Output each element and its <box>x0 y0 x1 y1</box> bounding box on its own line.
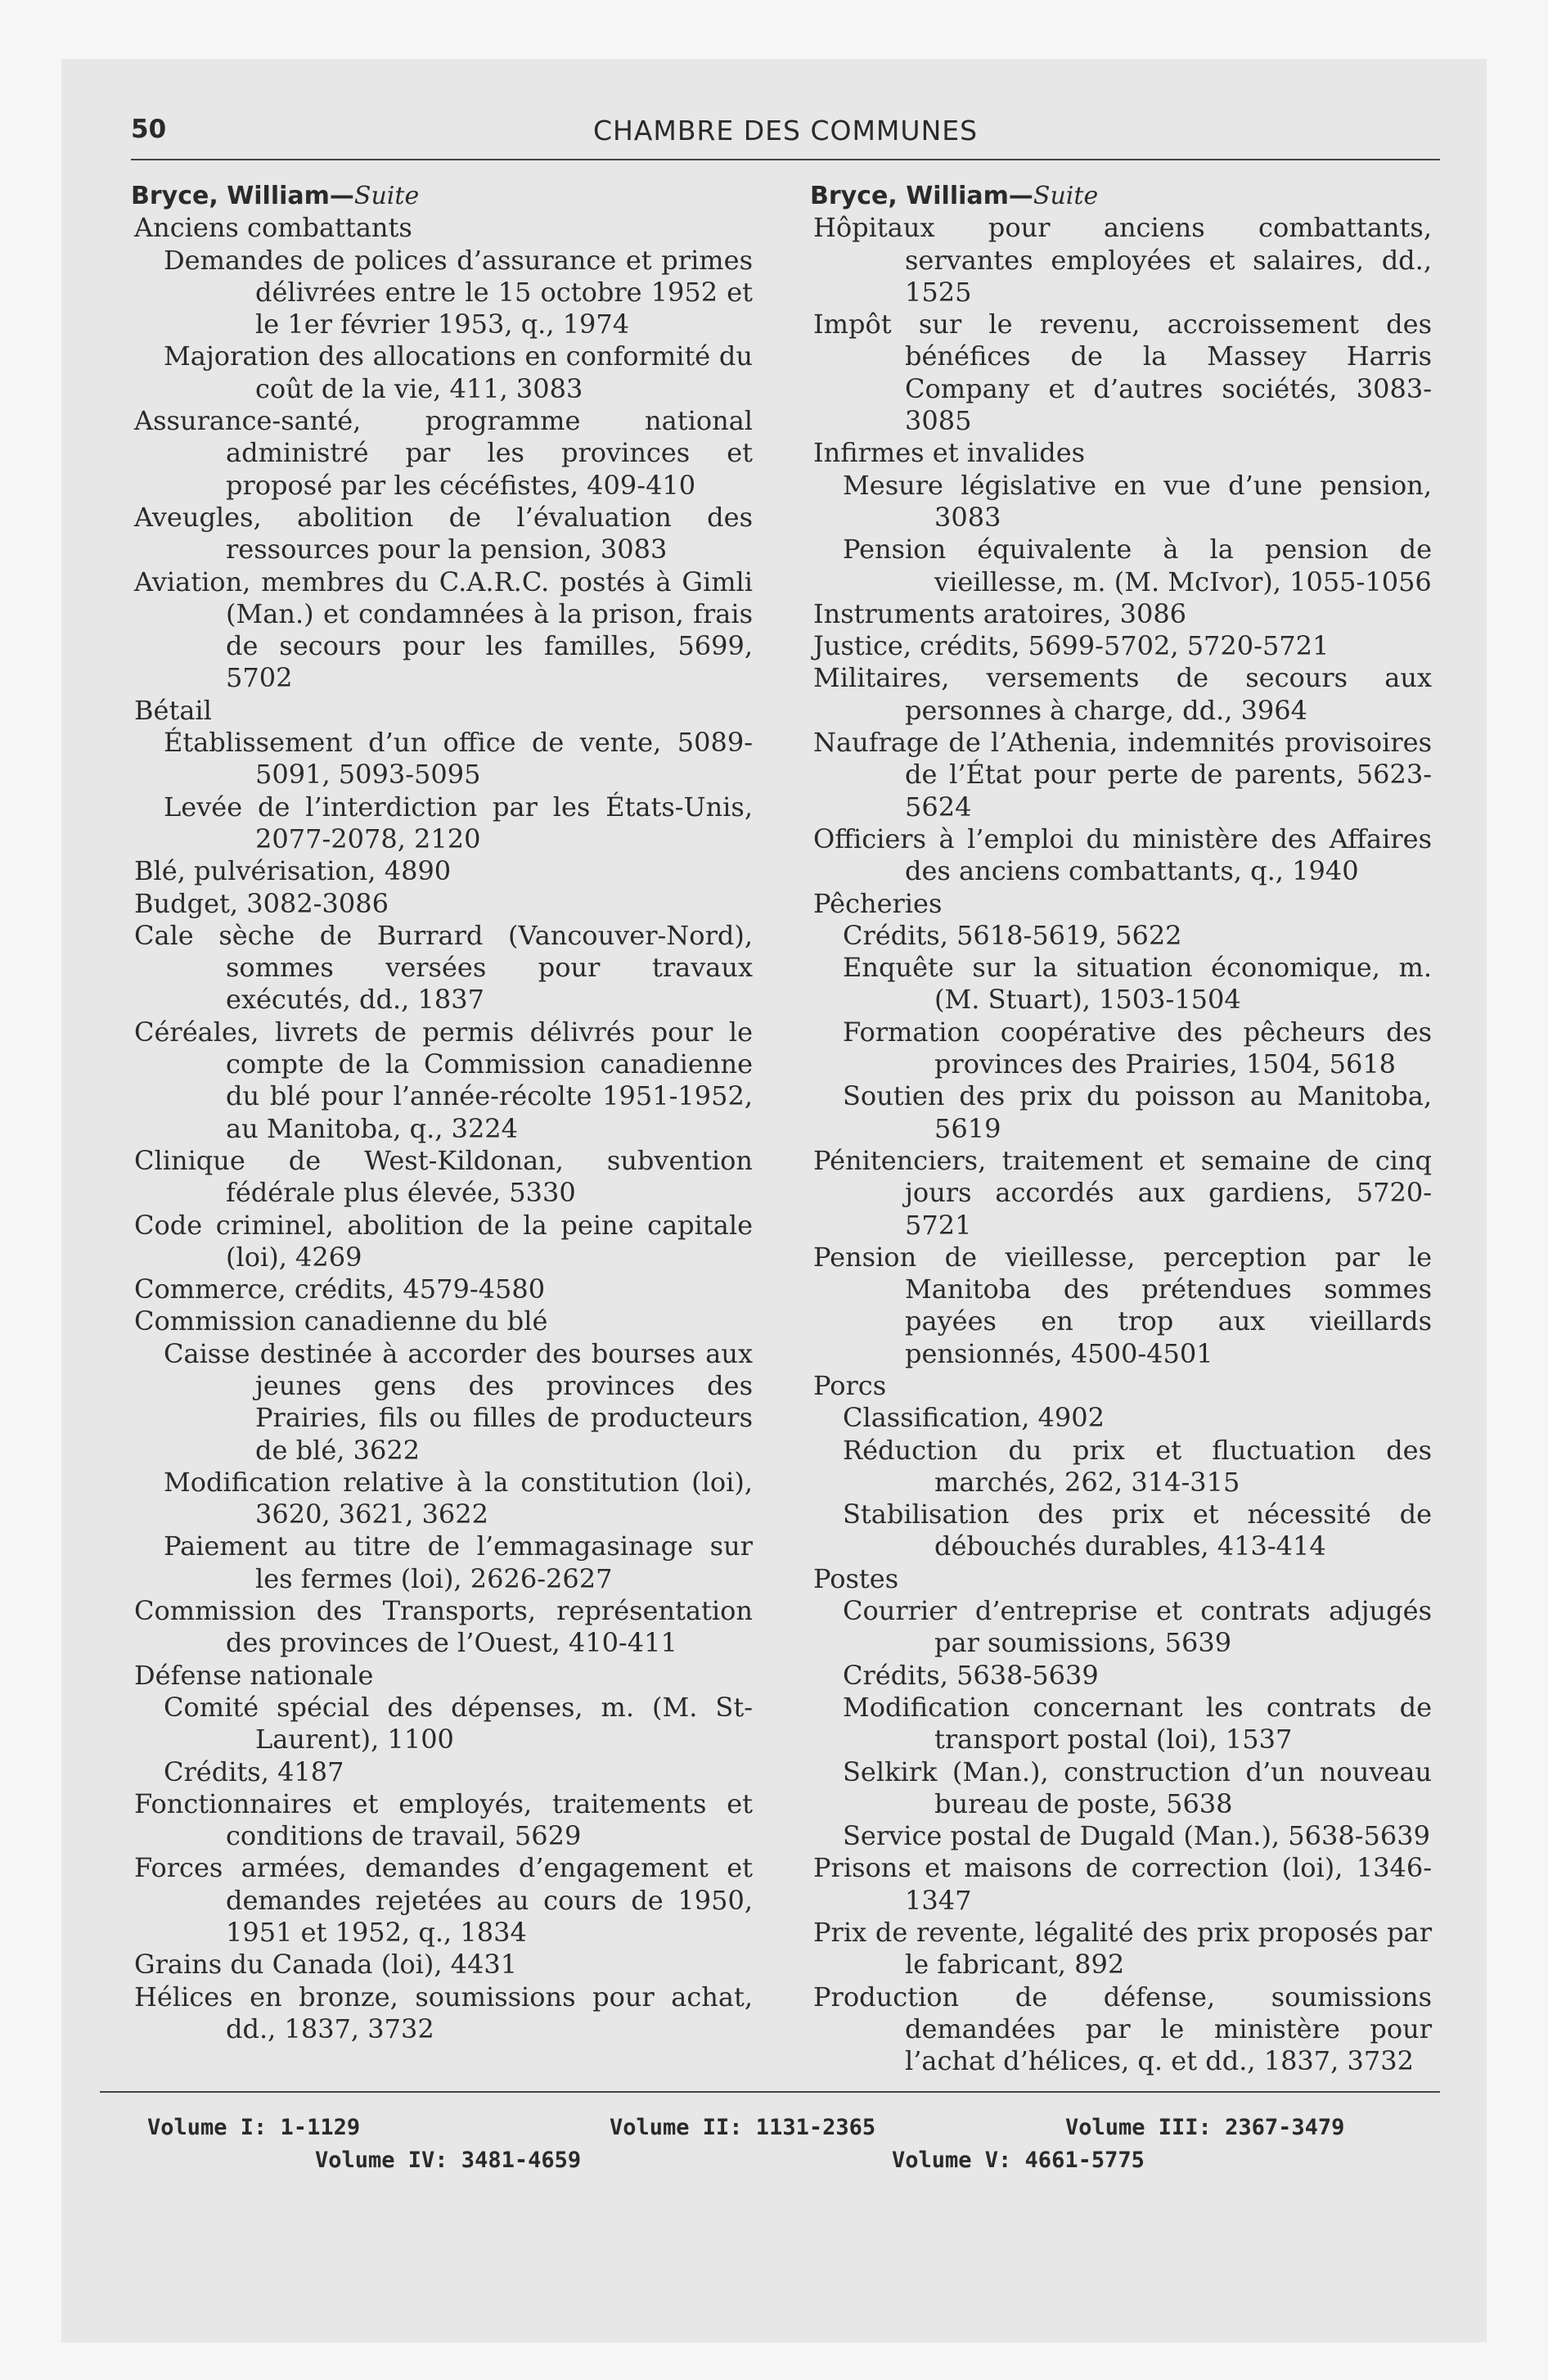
index-entry: Modification concernant les contrats de transport postal (loi), 1537 <box>843 1691 1432 1756</box>
index-entry: Commission canadienne du blé <box>134 1305 548 1337</box>
index-entry: Code criminel, abolition de la peine capitale (loi), 4269 <box>134 1209 753 1273</box>
index-entry: Pension de vieillesse, perception par le Manitoba des prétendues sommes payées en trop aux vieillards pensionnés, 4500-4501 <box>813 1241 1432 1369</box>
left-entry-list <box>131 212 753 2045</box>
index-entry: Infirmes et invalides <box>813 437 1086 469</box>
index-entry: Anciens combattants <box>134 212 412 244</box>
index-entry: Céréales, livrets de permis délivrés pour le compte de la Commission canadienne du blé pour l’année-récolte 1951-1952, au Manitoba, q., 3224 <box>134 1016 753 1144</box>
index-entry: Aviation, membres du C.A.R.C. postés à Gimli (Man.) et condamnées à la prison, frais de secours pour les familles, 5699, 5702 <box>134 566 753 694</box>
index-entry: Demandes de polices d’assurance et primes délivrées entre le 15 octobre 1952 et le 1er février 1953, q., 1974 <box>164 244 753 340</box>
index-entry: Levée de l’interdiction par les États-Unis, 2077-2078, 2120 <box>164 791 753 854</box>
index-entry: Clinique de West-Kildonan, subvention fédérale plus élevée, 5330 <box>134 1144 753 1209</box>
index-entry: Paiement au titre de l’emmagasinage sur les fermes (loi), 2626-2627 <box>164 1530 753 1594</box>
index-entry: Modification relative à la constitution (loi), 3620, 3621, 3622 <box>164 1466 753 1530</box>
index-entry: Naufrage de l’Athenia, indemnités provisoires de l’État pour perte de parents, 5623-5624 <box>813 727 1432 823</box>
index-entry: Budget, 3082-3086 <box>134 887 389 919</box>
index-entry: Assurance-santé, programme national administré par les provinces et proposé par les cécéfistes, 409-410 <box>134 405 753 501</box>
index-entry: Service postal de Dugald (Man.), 5638-5639 <box>843 1820 1430 1852</box>
index-entry: Hélices en bronze, soumissions pour achat, dd., 1837, 3732 <box>134 1981 753 2044</box>
index-entry: Cale sèche de Burrard (Vancouver-Nord), sommes versées pour travaux exécutés, dd., 1837 <box>134 919 753 1016</box>
index-entry: Production de défense, soumissions demandées par le ministère pour l’achat d’hélices, q. et dd., 1837, 3732 <box>813 1981 1432 2077</box>
index-entry: Officiers à l’emploi du ministère des Affaires des anciens combattants, q., 1940 <box>813 823 1432 887</box>
footer-rule <box>100 2091 1440 2093</box>
index-entry: Crédits, 5638-5639 <box>843 1659 1099 1691</box>
index-entry: Fonctionnaires et employés, traitements et conditions de travail, 5629 <box>134 1787 753 1852</box>
heading-suite: Suite <box>1033 182 1099 210</box>
index-entry: Établissement d’un office de vente, 5089-5091, 5093-5095 <box>164 727 753 791</box>
index-entry: Caisse destinée à accorder des bourses aux jeunes gens des provinces des Prairies, fils ou filles de producteurs de blé, 3622 <box>164 1337 753 1466</box>
running-title: CHAMBRE DES COMMUNES <box>592 115 979 146</box>
index-entry: Selkirk (Man.), construction d’un nouveau bureau de poste, 5638 <box>843 1756 1432 1819</box>
index-entry: Blé, pulvérisation, 4890 <box>134 855 452 887</box>
index-entry: Postes <box>813 1562 899 1594</box>
index-entry: Grains du Canada (loi), 4431 <box>134 1949 518 1981</box>
index-entry: Réduction du prix et fluctuation des marchés, 262, 314-315 <box>843 1434 1432 1498</box>
index-entry: Forces armées, demandes d’engagement et demandes rejetées au cours de 1950, 1951 et 1952, q., 1834 <box>134 1852 753 1949</box>
index-entry: Commission des Transports, représentation des provinces de l’Ouest, 410-411 <box>134 1595 753 1659</box>
index-entry: Classification, 4902 <box>843 1402 1105 1434</box>
index-entry: Aveugles, abolition de l’évaluation des ressources pour la pension, 3083 <box>134 501 753 566</box>
right-entry-list <box>810 212 1432 2077</box>
index-entry: Pêcheries <box>813 887 943 919</box>
index-entry: Crédits, 4187 <box>164 1756 344 1787</box>
index-entry: Impôt sur le revenu, accroissement des bénéfices de la Massey Harris Company et d’autres sociétés, 3083-3085 <box>813 309 1432 437</box>
volume-3-label: Volume III: 2367-3479 <box>1065 2115 1345 2140</box>
page-header <box>131 115 1440 156</box>
index-entry: Enquête sur la situation économique, m. (M. Stuart), 1503-1504 <box>843 952 1432 1016</box>
volume-index <box>131 2112 1440 2177</box>
index-entry: Instruments aratoires, 3086 <box>813 597 1187 629</box>
index-entry: Militaires, versements de secours aux personnes à charge, dd., 3964 <box>813 662 1432 726</box>
index-entry: Défense nationale <box>134 1659 374 1691</box>
index-entry: Soutien des prix du poisson au Manitoba, 5619 <box>843 1080 1432 1144</box>
index-entry: Stabilisation des prix et nécessité de débouchés durables, 413-414 <box>843 1499 1432 1562</box>
index-entry: Commerce, crédits, 4579-4580 <box>134 1273 546 1305</box>
index-entry: Comité spécial des dépenses, m. (M. St-Laurent), 1100 <box>164 1691 753 1756</box>
page-number: 50 <box>131 115 167 144</box>
index-entry: Bétail <box>134 694 212 726</box>
left-column <box>131 180 753 2045</box>
heading-suite: Suite <box>353 182 420 210</box>
left-column-heading <box>131 180 753 212</box>
volume-4-label: Volume IV: 3481-4659 <box>315 2148 582 2173</box>
volume-row-2 <box>131 2144 1440 2177</box>
volume-5-label: Volume V: 4661-5775 <box>892 2148 1145 2173</box>
volume-2-label: Volume II: 1131-2365 <box>610 2115 876 2140</box>
header-rule <box>131 159 1440 160</box>
index-entry: Justice, crédits, 5699-5702, 5720-5721 <box>813 630 1330 662</box>
volume-row-1 <box>131 2112 1440 2144</box>
index-entry: Mesure législative en vue d’une pension, 3083 <box>843 469 1432 533</box>
index-entry: Pénitenciers, traitement et semaine de cinq jours accordés aux gardiens, 5720-5721 <box>813 1144 1432 1241</box>
volume-1-label: Volume I: 1-1129 <box>147 2115 361 2140</box>
index-entry: Prix de revente, légalité des prix proposés par le fabricant, 892 <box>813 1917 1432 1981</box>
right-column <box>810 180 1432 2078</box>
index-entry: Majoration des allocations en conformité du coût de la vie, 411, 3083 <box>164 340 753 404</box>
heading-name: Bryce, William— <box>131 182 354 210</box>
index-entry: Hôpitaux pour anciens combattants, servantes employées et salaires, dd., 1525 <box>813 212 1432 308</box>
index-entry: Porcs <box>813 1369 887 1401</box>
index-entry: Prisons et maisons de correction (loi), 1346-1347 <box>813 1852 1432 1916</box>
heading-name: Bryce, William— <box>810 182 1033 210</box>
right-column-heading <box>810 180 1432 212</box>
index-entry: Formation coopérative des pêcheurs des provinces des Prairies, 1504, 5618 <box>843 1016 1432 1080</box>
index-entry: Crédits, 5618-5619, 5622 <box>843 919 1182 951</box>
index-entry: Courrier d’entreprise et contrats adjugés par soumissions, 5639 <box>843 1595 1432 1659</box>
index-entry: Pension équivalente à la pension de vieillesse, m. (M. McIvor), 1055-1056 <box>843 534 1432 597</box>
